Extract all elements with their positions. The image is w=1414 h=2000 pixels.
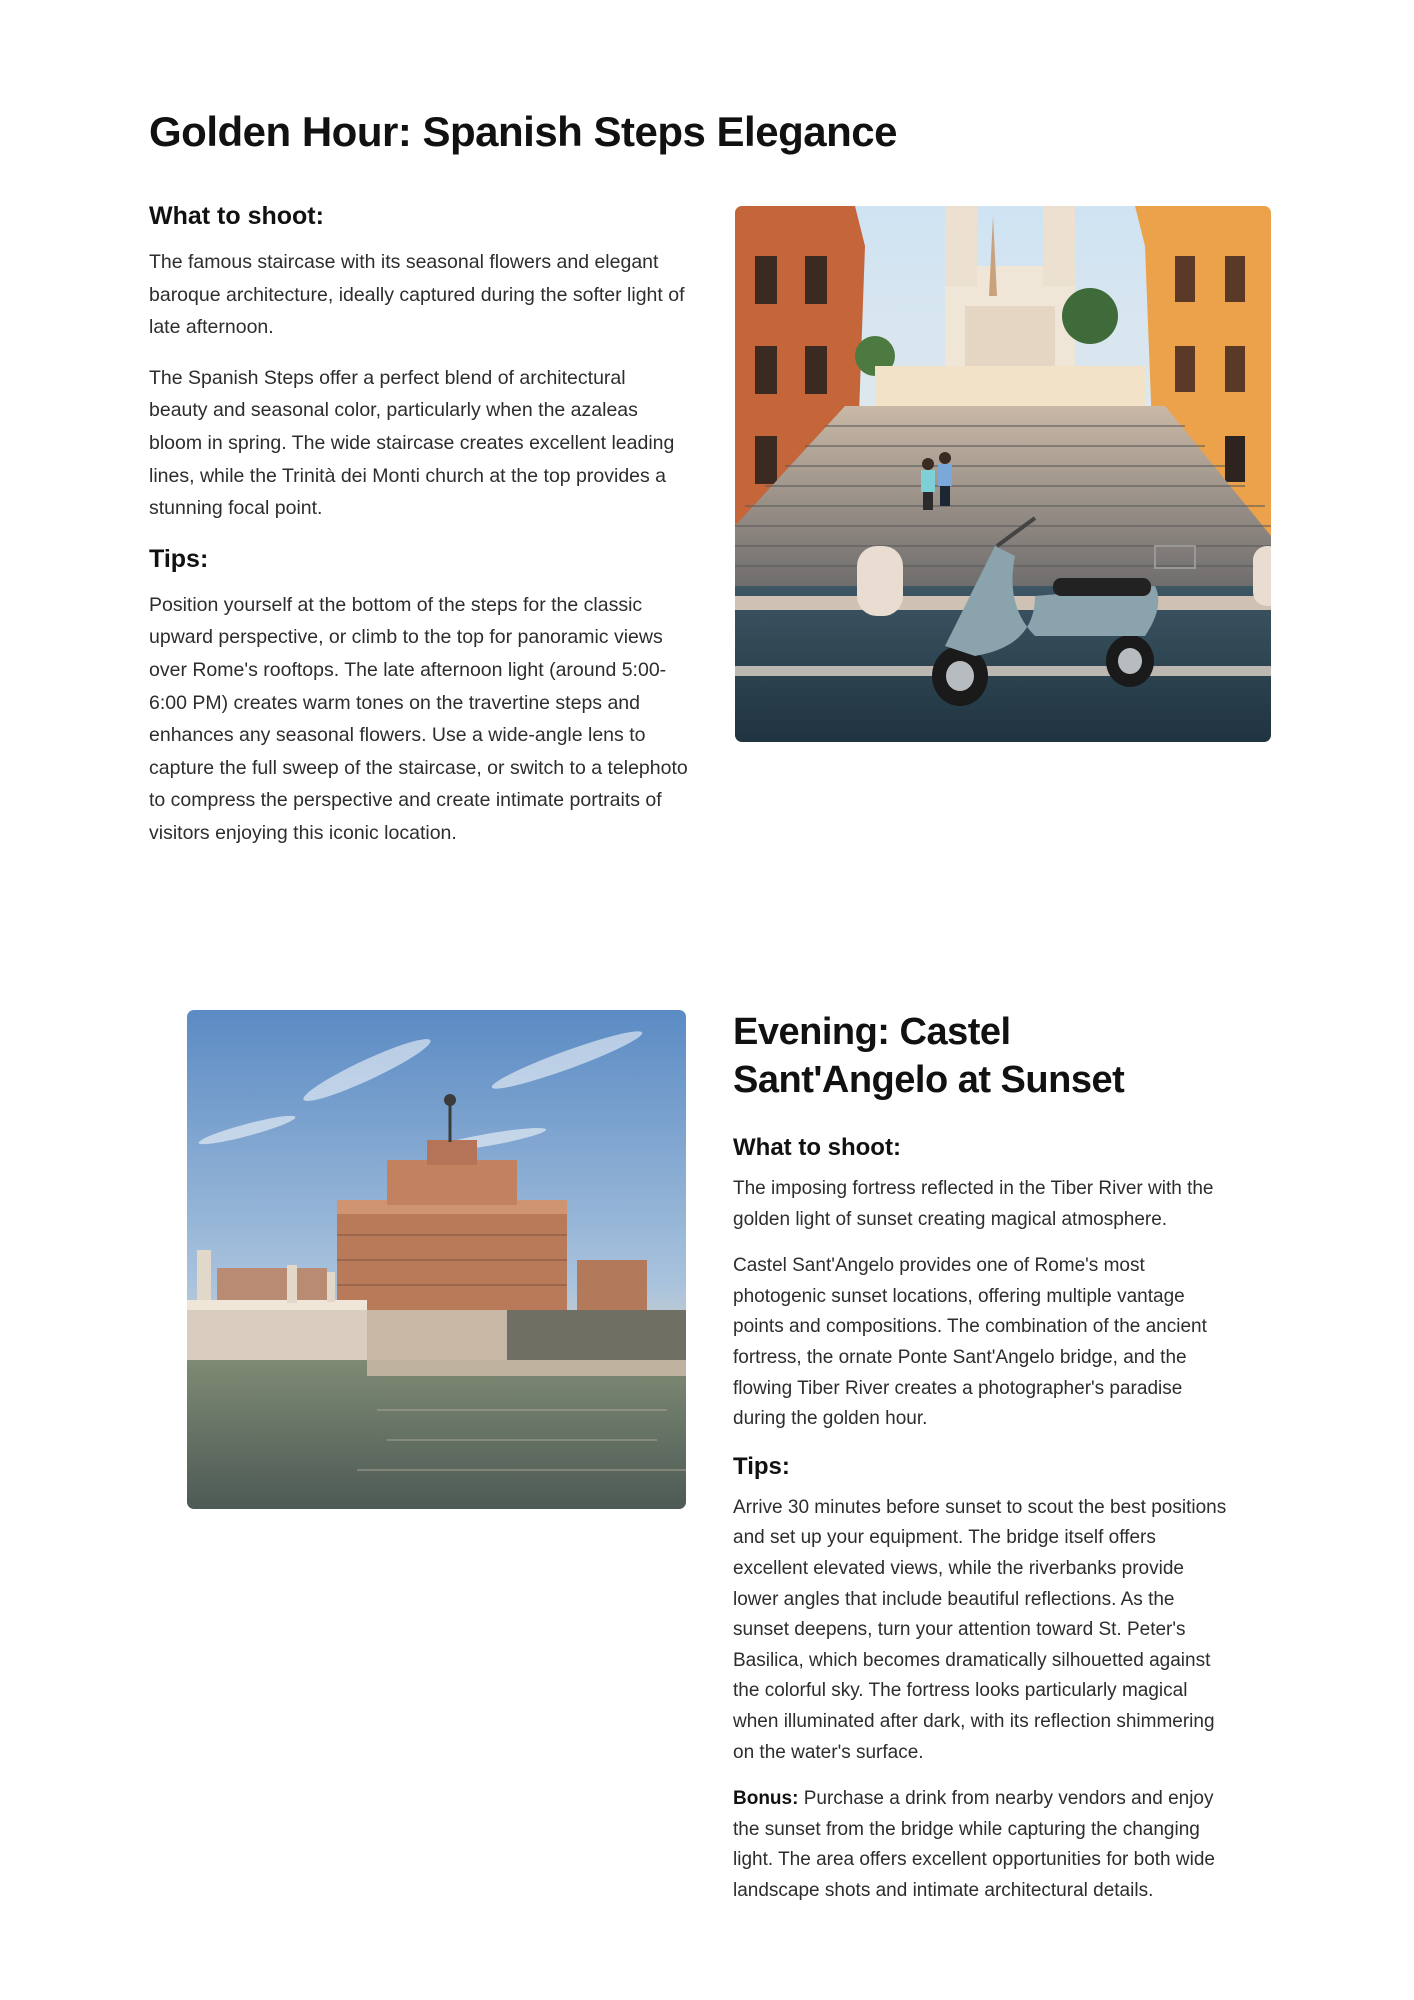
tips-heading: Tips: (149, 544, 209, 573)
section-title: Evening: Castel Sant'Angelo at Sunset (733, 1011, 1125, 1101)
castel-sant-angelo-text (733, 1008, 1233, 1922)
what-to-shoot-summary: The famous staircase with its seasonal flowers and elegant baroque architecture, ideally captured during the softer light of late afternoon. (149, 251, 685, 339)
what-to-shoot-detail: Castel Sant'Angelo provides one of Rome's most photogenic sunset locations, offering multiple vantage points and compositions. The combination of the ancient fortress, the ornate Ponte Sant'Angelo bridge, and the flowing Tiber River creates a photographer's paradise during the golden hour. (733, 1255, 1207, 1430)
what-to-shoot-summary: The imposing fortress reflected in the Tiber River with the golden light of sunset creating magical atmosphere. (733, 1178, 1214, 1230)
tips-paragraph: Position yourself at the bottom of the steps for the classic upward perspective, or climb to the top for panoramic views over Rome's rooftops. The late afternoon light (around 5:00-6:00 PM) creates warm tones on the travertine steps and enhances any seasonal flowers. Use a wide-angle lens to capture the full sweep of the staircase, or switch to a telephoto to compress the perspective and create intimate portraits of visitors enjoying this iconic location. (149, 593, 688, 844)
bonus-text: Purchase a drink from nearby vendors and enjoy the sunset from the bridge while capturing the changing light. The area offers excellent opportunities for both wide landscape shots and intimate architectural details. (733, 1788, 1215, 1901)
tips-paragraph: Arrive 30 minutes before sunset to scout the best positions and set up your equipment. The bridge itself offers excellent elevated views, while the riverbanks provide lower angles that include beautiful reflections. As the sunset deepens, turn your attention toward St. Peter's Basilica, which becomes dramatically silhouetted against the colorful sky. The fortress looks particularly magical when illuminated after dark, with its reflection shimmering on the water's surface. (733, 1496, 1227, 1763)
what-to-shoot-heading: What to shoot: (149, 202, 324, 230)
spanish-steps-photo (735, 206, 1271, 742)
bonus-paragraph (733, 1784, 1233, 1906)
what-to-shoot-heading: What to shoot: (733, 1134, 901, 1161)
bonus-label: Bonus: (733, 1788, 799, 1810)
page-title: Golden Hour: Spanish Steps Elegance (149, 108, 897, 155)
castel-sant-angelo-photo (187, 1010, 686, 1509)
spanish-steps-text (149, 200, 689, 868)
what-to-shoot-detail: The Spanish Steps offer a perfect blend of architectural beauty and seasonal color, particularly when the azaleas bloom in spring. The wide staircase creates excellent leading lines, while the Trinità dei Monti church at the top provides a stunning focal point. (149, 366, 675, 520)
tips-heading: Tips: (733, 1452, 790, 1480)
